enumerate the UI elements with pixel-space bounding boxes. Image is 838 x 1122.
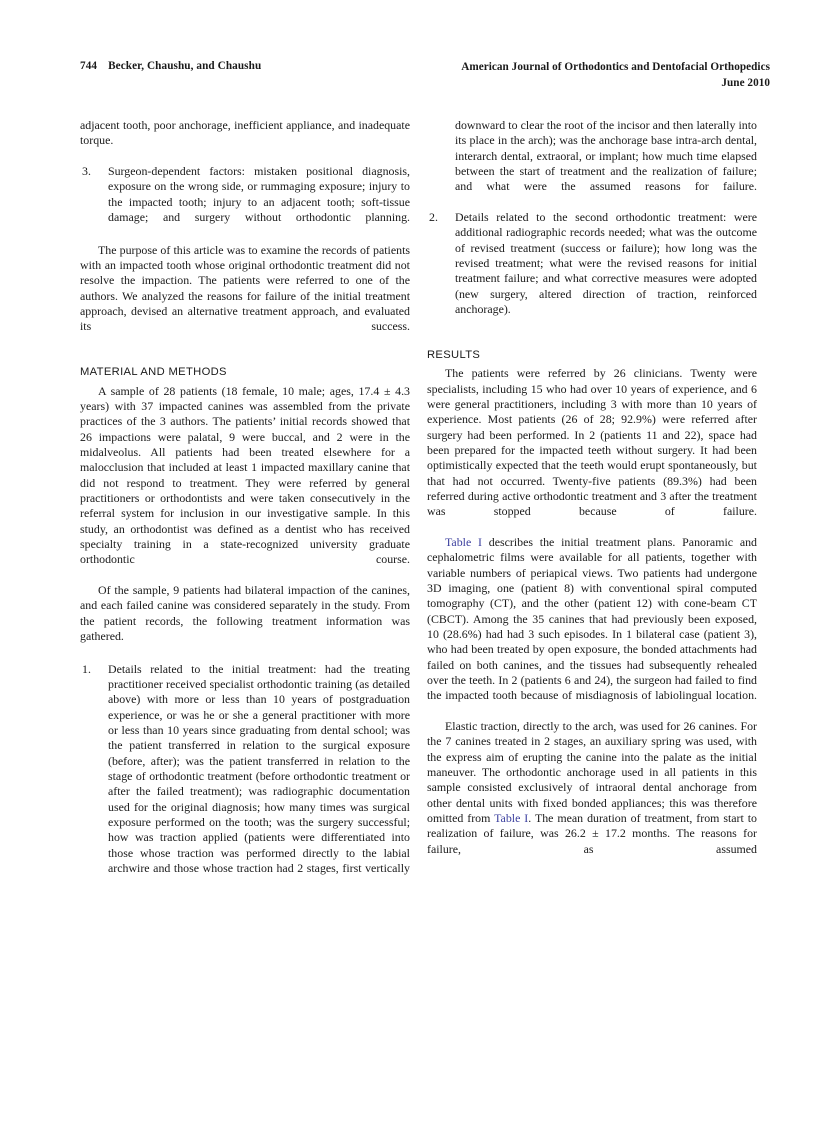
list-item bbox=[80, 164, 410, 241]
list-item-number: 3. bbox=[82, 164, 91, 179]
purpose-paragraph: The purpose of this article was to examine the records of patients with an impacted tooth whose original orthodontic treatment did not resolve the impaction. The patients were referred to one of the authors. We analyzed the reasons for failure of the initial treatment approach, devised an alternative treatment approach, and evaluated its success. bbox=[80, 242, 410, 334]
table-i-link[interactable]: Table I bbox=[494, 811, 529, 826]
section-heading-results: RESULTS bbox=[427, 348, 481, 361]
running-head-left bbox=[80, 60, 261, 72]
right-column bbox=[427, 118, 757, 873]
material-paragraph-1: A sample of 28 patients (18 female, 10 male; ages, 17.4 ± 4.3 years) with 37 impacted canines was assembled from the private practices of the 3 authors. The patients’ initial records showed that 26 impactions were palatal, 9 were buccal, and 2 were in the midalveolus. All patients had been treated elsewhere for a malocclusion that included at least 1 impacted maxillary canine that did not respond to treatment. They were referred by general practitioners or orthodontists and were taken consecutively in the referral system for inclusion in our investigative sample. In this study, an orthodontist was defined as a dentist who has received specialty training in a state-recognized university graduate orthodontic course. bbox=[80, 383, 410, 567]
list-item-continuation bbox=[427, 118, 757, 210]
results-paragraph-3 bbox=[427, 719, 757, 872]
list-item bbox=[80, 662, 410, 892]
journal-title: American Journal of Orthodontics and Dentofacial Orthopedics bbox=[461, 61, 770, 73]
list-item-continuation: adjacent tooth, poor anchorage, inefficient appliance, and inadequate torque. bbox=[80, 118, 410, 148]
table-i-link[interactable]: Table I bbox=[445, 534, 482, 549]
issue-date: June 2010 bbox=[721, 76, 770, 89]
list-item-text: Details related to the second orthodontic treatment: were additional radiographic records needed; what was the outcome of revised treatment (success or failure); how long was the revised treatment; what were the revised reasons for initial treatment failure; and what corrective measures were adopted (new surgery, altered direction of traction, reinforced anchorage). bbox=[455, 210, 757, 317]
list-item bbox=[427, 210, 757, 333]
list-item-number: 2. bbox=[429, 210, 438, 225]
results-paragraph-1: The patients were referred by 26 clinicians. Twenty were specialists, including 15 who had over 10 years of experience, and 6 were general practitioners, including 3 with more than 10 years of experience. Most patients (26 of 28; 92.9%) were referred after surgery had been performed. In 2 (patients 11 and 22), space had been prepared for the impacted teeth without surgery. It had been optimistically expected that the teeth would erupt spontaneously, but that had not occurred. Twenty-five patients (89.3%) had been referred during active orthodontic treatment and 3 after the treatment was stopped because of failure. bbox=[427, 366, 757, 519]
results-paragraph-2 bbox=[427, 535, 757, 719]
list-item-continuation-text: downward to clear the root of the incisor and then laterally into its place in the arch); was the anchorage base intra-arch dental, interarch dental, extraoral, or implant; how much time elapsed between the start of treatment and the realization of failure; and what were the assumed reasons for failure. bbox=[455, 118, 757, 194]
results-paragraph-2-text: describes the initial treatment plans. Panoramic and cephalometric films were available for all patients, together with variable numbers of periapical views. Two patients had undergone 3D imaging, one (patient 8) with conventional spiral computed tomography (CT), and the other (patient 12) with cone-beam CT (CBCT). Among the 35 canines that had previously been exposed, 10 (28.6%) had had 3 such episodes. In 1 bilateral case (patient 3), who had been treated by open exposure, the bonded attachments had failed on both canines, and the tissues had subsequently rehealed over the teeth. In 2 (patients 6 and 24), the surgeon had failed to find the impacted tooth because of misdiagnosis of labiolingual location. bbox=[427, 534, 757, 703]
running-head-right bbox=[370, 60, 770, 91]
page-number: 744 bbox=[80, 60, 98, 72]
left-column bbox=[80, 118, 410, 892]
running-head bbox=[80, 60, 770, 100]
list-item-number: 1. bbox=[82, 661, 91, 676]
results-paragraph-3-text-before: Elastic traction, directly to the arch, was used for 26 canines. For the 7 canines treated in 2 stages, an auxiliary spring was used, with the express aim of erupting the canine into the palate as the initial maneuver. The orthodontic anchorage used in all patients in this sample consisted exclusively of intraoral dental anchorage from other dental units with fixed bonded appliances; this was therefore omitted from bbox=[427, 719, 757, 826]
heading-spacer bbox=[427, 333, 757, 348]
list-item-text: Details related to the initial treatment: had the treating practitioner received specialist orthodontic training (as detailed above) with more or less than 10 years of postgraduation experience, or was he or she a general practitioner with more or less than 10 years since graduating from dental school; was the patient transferred in relation to the surgical exposure (before, after); was the patient transferred in relation to the stage of orthodontic treatment (before orthodontic treatment or after the failed treatment); was radiographic documentation used for the original diagnosis; how many times was surgical exposure performed on the tooth; was the surgery successful; how was traction applied (patients were differentiated into those whose traction was performed directly to the labial archwire and those whose traction had 2 stages, first vertically bbox=[108, 661, 410, 876]
list-item-text: Surgeon-dependent factors: mistaken positional diagnosis, exposure on the wrong side, or rummaging exposure; injury to the impacted tooth; injury to an adjacent tooth; soft-tissue damage; and surgery without orthodontic planning. bbox=[108, 164, 410, 225]
heading-spacer bbox=[80, 350, 410, 365]
running-head-authors: Becker, Chaushu, and Chaushu bbox=[108, 60, 262, 72]
section-heading-material-and-methods: MATERIAL AND METHODS bbox=[80, 366, 227, 379]
material-paragraph-2: Of the sample, 9 patients had bilateral impaction of the canines, and each failed canine was considered separately in the study. From the patient records, the following treatment information was gathered. bbox=[80, 582, 410, 643]
results-paragraph-3-text-after: . The mean duration of treatment, from start to realization of failure, was 26.2 ± 17.2 months. The reasons for failure, as assumed bbox=[427, 811, 757, 856]
